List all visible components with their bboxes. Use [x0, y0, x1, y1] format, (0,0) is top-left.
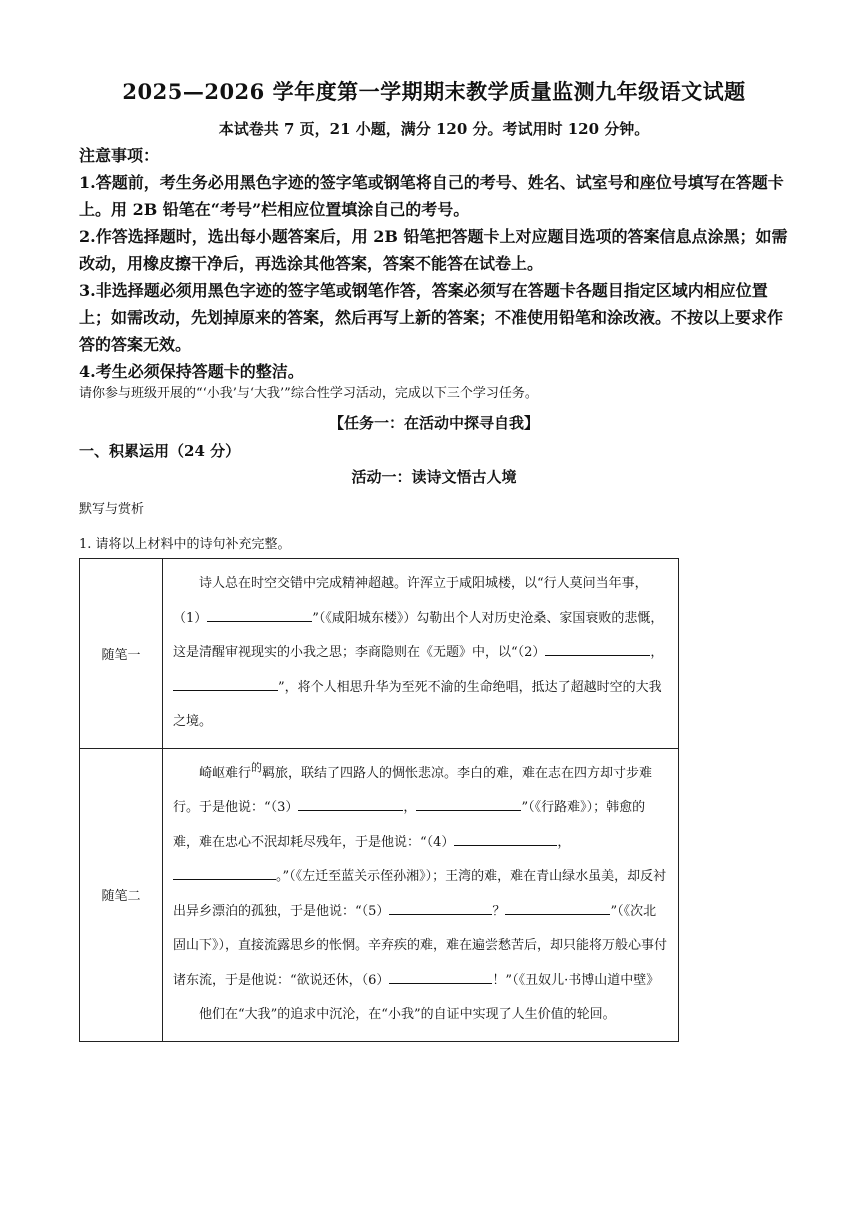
essay-2: [163, 748, 679, 1041]
text-segment: ，: [557, 834, 571, 850]
text-segment: 的: [251, 760, 263, 774]
blank-2b[interactable]: [173, 674, 278, 691]
text-segment: ，: [403, 800, 417, 815]
row-label: 随笔一: [80, 559, 163, 749]
task-title: 【任务一：在活动中探寻自我】: [328, 414, 539, 432]
essay-1: [163, 559, 679, 749]
table-row: [80, 559, 679, 749]
note-item-2: 2.作答选择题时，选出每小题答案后，用 2B 铅笔把答题卡上对应题目选项的答案信息点涂黑；如需改动，用橡皮擦干净后，再选涂其他答案，答案不能答在试卷上。: [79, 227, 788, 273]
text-segment: ？: [492, 903, 506, 919]
blank-1[interactable]: [207, 605, 312, 622]
blank-6[interactable]: [389, 967, 492, 984]
essay-1-paragraph: [173, 567, 668, 740]
text-segment: 羁旅，联结了四路人的惆怅悲凉。李白的难，难在志在四方却寸步难行。于是他说：“（3）: [173, 765, 653, 815]
exam-info: 本试卷共 7 页，21 小题，满分 120 分。考试用时 120 分钟。: [218, 120, 650, 138]
blank-4b[interactable]: [173, 863, 276, 880]
notes-section: [79, 142, 791, 385]
blank-3a[interactable]: [298, 794, 403, 811]
subhead: 默写与赏析: [79, 502, 145, 517]
question-1: 1. 请将以上材料中的诗句补充完整。: [79, 537, 291, 552]
table-row: [80, 748, 679, 1041]
intro-text: 请你参与班级开展的“‘小我’与‘大我’”综合性学习活动，完成以下三个学习任务。: [79, 386, 538, 401]
note-item-1: 1.答题前，考生务必用黑色字迹的签字笔或钢笔将自己的考号、姓名、试室号和座位号填写在答题卡上。用 2B 铅笔在“考号”栏相应位置填涂自己的考号。: [79, 173, 784, 219]
blank-5a[interactable]: [389, 898, 492, 915]
activity-title: 活动一：读诗文悟古人境: [351, 468, 517, 486]
text-segment: 诗人总在时空交错中完成精神超越。许浑立于咸阳城楼，以“行人莫问当年事，（1）: [173, 576, 648, 626]
blank-5b[interactable]: [505, 898, 610, 915]
text-segment: ，: [650, 645, 664, 660]
row-label: 随笔二: [80, 748, 163, 1041]
text-segment: ”（《行路难》）；韩愈的难，难在忠心不泯却耗尽残年，于是他说：“（4）: [173, 800, 646, 850]
text-segment: ！”（《丑奴儿·书博山道中壁》: [492, 972, 660, 988]
text-segment: 崎岖难行: [199, 765, 252, 781]
section-title: 一、积累运用（24 分）: [79, 442, 241, 460]
text-segment: ”（《咸阳城东楼》）勾勒出个人对历史沧桑、家国衰败的悲慨，这是清醒审视现实的小我之思；李商隐则在《无题》中，以“（2）: [173, 610, 664, 660]
essay-2-conclusion: 他们在“大我”的追求中沉沦，在“小我”的自证中实现了人生价值的轮回。: [199, 1007, 616, 1022]
text-segment: ”（《次北固山下》），直接流露思乡的怅惘。辛弃疾的难，难在遍尝愁苦后，却只能将万般心事付诸东流，于是他说：“欲说还休，（6）: [173, 903, 668, 988]
essay-2-paragraph: [173, 757, 668, 999]
essay-table: [79, 558, 679, 1042]
blank-2a[interactable]: [545, 639, 650, 656]
text-segment: ”，将个人相思升华为至死不渝的生命绝唱，抵达了超越时空的大我之境。: [173, 679, 662, 729]
note-item-3: 3.非选择题必须用黑色字迹的签字笔或钢笔作答，答案必须写在答题卡各题目指定区域内相应位置上；如需改动，先划掉原来的答案，然后再写上新的答案；不准使用铅笔和涂改液。不按以上要求作答的答案无效。: [79, 281, 784, 354]
blank-3b[interactable]: [416, 794, 521, 811]
note-item-4: 4.考生必须保持答题卡的整洁。: [79, 362, 304, 381]
page-title: 2025—2026 学年度第一学期期末教学质量监测九年级语文试题: [122, 79, 746, 104]
blank-4a[interactable]: [454, 829, 557, 846]
notes-heading: 注意事项：: [79, 146, 160, 165]
text-segment: 。”（《左迁至蓝关示侄孙湘》）；王湾的难，难在青山绿水虽美，却反衬出异乡漂泊的孤独，于是他说：“（5）: [173, 869, 667, 919]
